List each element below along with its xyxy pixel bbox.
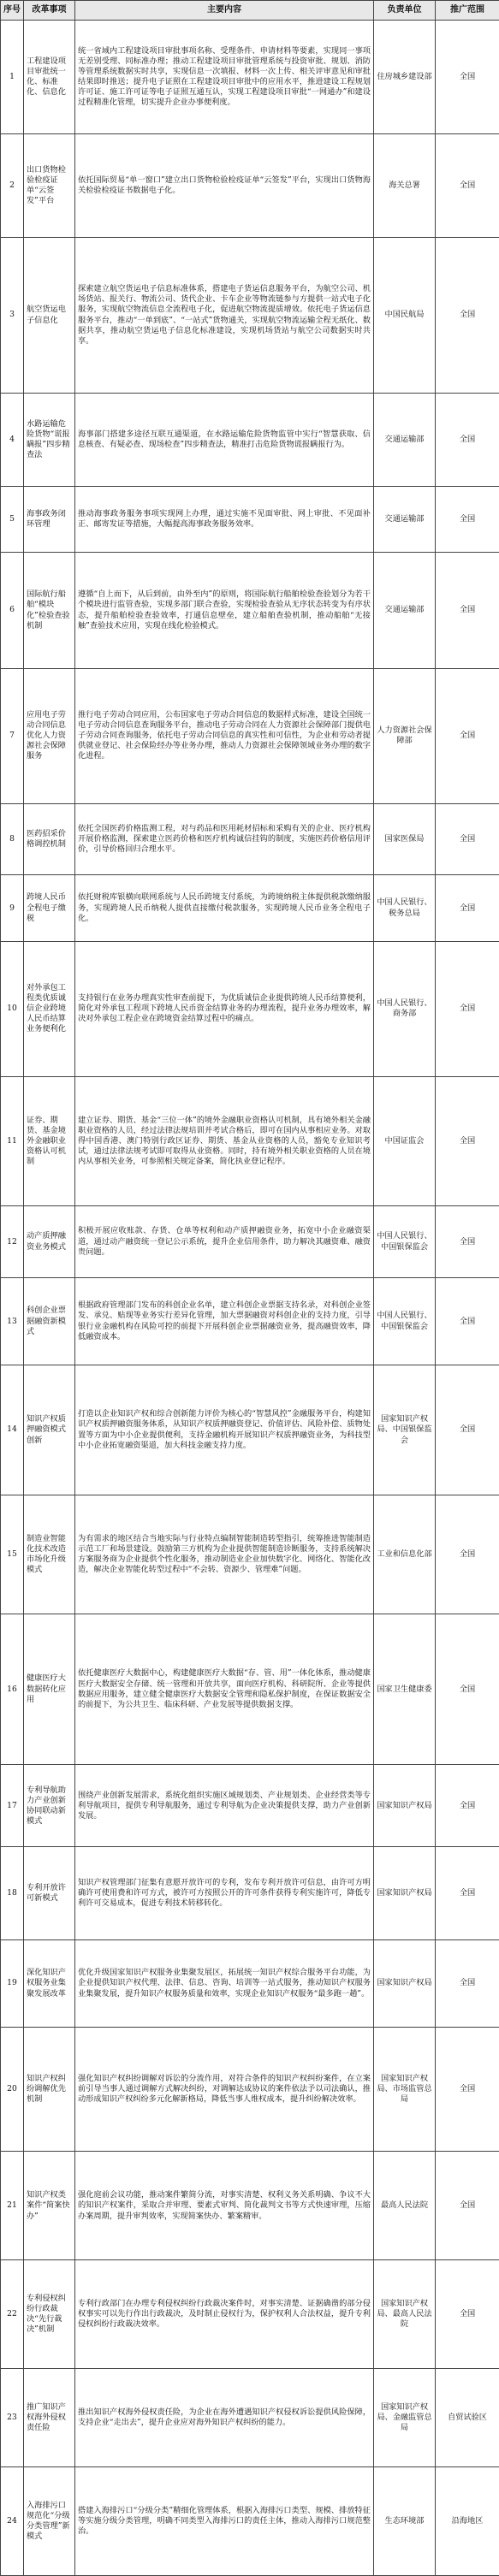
reform-item: 跨境人民币全程电子缴税 <box>24 875 75 942</box>
table-row <box>1 2152 499 2260</box>
table-row <box>1 941 499 1076</box>
reform-item: 工程建设项目审批统一化、标准化、信息化 <box>24 21 75 134</box>
row-number: 21 <box>1 2152 24 2260</box>
reform-item: 专利导航助力产业创新协同联动新模式 <box>24 1765 75 1847</box>
promotion-scope: 全国 <box>436 2152 499 2260</box>
reform-item: 航空货运电子信息化 <box>24 237 75 393</box>
reform-item: 专利开放许可新模式 <box>24 1847 75 1939</box>
promotion-scope: 全国 <box>436 1614 499 1765</box>
responsible-unit: 交通运输部 <box>374 486 436 553</box>
main-content: 优化升级国家知识产权服务业集聚发展区，拓展统一知识产权综合服务平台功能，为企业提供知识产权代理、法律、信息、咨询、培训等一站式服务，推动知识产权服务业集聚发展，提升知识产权服务质量和效率，实现企业知识产权服务“最多跑一趟”。 <box>75 1939 374 2027</box>
responsible-unit: 最高人民法院 <box>374 2152 436 2260</box>
table-header <box>1 1 499 21</box>
promotion-scope: 全国 <box>436 1277 499 1365</box>
reform-item: 制造业智能化技术改造市场化升级模式 <box>24 1495 75 1614</box>
main-content: 围绕产业创新发展需求，系统化组织实施区域规划类、产业规划类、企业经营类等专利导航项目，提供专利导航服务，通过专利导航为企业决策提供支撑，助力产业创新发展。 <box>75 1765 374 1847</box>
row-number: 11 <box>1 1076 24 1206</box>
row-number: 7 <box>1 668 24 803</box>
promotion-scope: 沿海地区 <box>436 2466 499 2575</box>
reform-item: 对外承包工程类优质诚信企业跨境人民币结算业务便利化 <box>24 941 75 1076</box>
main-content: 推出知识产权海外侵权责任险，为企业在海外遭遇知识产权侵权诉讼提供风险保障，支持企业“走出去”，提升企业应对海外知识产权纠纷的能力。 <box>75 2369 374 2467</box>
main-content: 统一省域内工程建设项目审批事项名称、受理条件、申请材料等要素，实现同一事项无差别受理、同标准办理；推动工程建设项目审批管理系统与投资审批、规划、消防等管理系统数据实时共享，实现信息一次填报、材料一次上传、相关评审意见和审批结果即时推送；提升电子证照在工程建设项目审批中的应用水平，推进建设工程规划许可证、施工许可证等电子证照互通互认，实现工程建设项目审批“一网通办”和建设过程精准化管理，切实提升企业办事便利度。 <box>75 21 374 134</box>
row-number: 10 <box>1 941 24 1076</box>
table-row <box>1 1277 499 1365</box>
reform-item: 医药招采价格调控机制 <box>24 803 75 875</box>
main-content: 积极开展应收账款、存货、仓单等权利和动产质押融资业务，拓宽中小企业融资渠道，通过动产融资统一登记公示系统，提升企业信用条件，助力解决其融资难、融资贵问题。 <box>75 1206 374 1278</box>
row-number: 3 <box>1 237 24 393</box>
row-number: 5 <box>1 486 24 553</box>
reform-item: 证券、期货、基金境外金融职业资格认可机制 <box>24 1076 75 1206</box>
reform-item: 健康医疗大数据转化应用 <box>24 1614 75 1765</box>
table-row <box>1 2466 499 2575</box>
table-row <box>1 2260 499 2369</box>
promotion-scope: 全国 <box>436 21 499 134</box>
table-row <box>1 2028 499 2152</box>
row-number: 9 <box>1 875 24 942</box>
row-number: 14 <box>1 1365 24 1495</box>
promotion-scope: 全国 <box>436 134 499 238</box>
main-content: 知识产权管理部门征集有意愿开放许可的专利，发布专利开放许可信息，由许可方明确许可使用费和许可方式，被许可方按照公开的许可条件获得专利实施许可，降低专利许可交易成本，促进专利技术转移转化。 <box>75 1847 374 1939</box>
responsible-unit: 住房城乡建设部 <box>374 21 436 134</box>
reform-item: 海事政务闭环管理 <box>24 486 75 553</box>
main-content: 依托财税库银横向联网系统与人民币跨境支付系统，为跨境纳税主体提供税款缴纳服务，实现跨境人民币纳税人提供直接缴付税款服务，实现跨境人民币业务全程电子化。 <box>75 875 374 942</box>
table-row <box>1 875 499 942</box>
responsible-unit: 国家医保局 <box>374 803 436 875</box>
table-row <box>1 394 499 486</box>
table-row <box>1 1614 499 1765</box>
promotion-scope: 全国 <box>436 2028 499 2152</box>
main-content: 依托国际贸易“单一窗口”建立出口货物检验检疫证单“云签发”平台，实现出口货物海关检验检疫证书数据电子化。 <box>75 134 374 238</box>
promotion-scope: 全国 <box>436 875 499 942</box>
main-content: 根据政府管理部门发布的科创企业名单，建立科创企业票据支持名录，对科创企业签发、承兑、贴现等业务实行差异化管理，加大票据融资对科创企业的支持力度，引导银行业金融机构在风险可控的前提下开展科创企业票据融资业务，提高融资效率，降低融资成本。 <box>75 1277 374 1365</box>
row-number: 16 <box>1 1614 24 1765</box>
main-content: 推动海事政务服务事项实现网上办理，通过实施不见面审批、网上审批、不见面补正、邮寄发证等措施，大幅提高海事政务服务效率。 <box>75 486 374 553</box>
row-number: 19 <box>1 1939 24 2027</box>
row-number: 20 <box>1 2028 24 2152</box>
table-row <box>1 1365 499 1495</box>
header-scope: 推广范围 <box>436 1 499 21</box>
table-row <box>1 1076 499 1206</box>
promotion-scope: 全国 <box>436 1939 499 2027</box>
main-content: 打造以企业知识产权和综合创新能力评价为核心的“智慧风控”金融服务平台，构建知识产权质押融资服务体系，从知识产权质押融资登记、价值评估、风险补偿、质物处置等方面为中小企业提供便利，支持金融机构开展知识产权质押融资业务，为科技型中小企业拓宽融资渠道，加大科技金融支持力度。 <box>75 1365 374 1495</box>
promotion-scope: 全国 <box>436 553 499 669</box>
responsible-unit: 交通运输部 <box>374 394 436 486</box>
responsible-unit: 国家知识产权局 <box>374 1765 436 1847</box>
promotion-scope: 全国 <box>436 1495 499 1614</box>
responsible-unit: 国家知识产权局 <box>374 1847 436 1939</box>
header-content: 主要内容 <box>75 1 374 21</box>
header-no: 序号 <box>1 1 24 21</box>
responsible-unit: 中国人民银行、商务部 <box>374 941 436 1076</box>
main-content: 支持银行在业务办理真实性审查前提下，为优质诚信企业提供跨境人民币结算便利，简化对外承包工程项下跨境人民币资金结算业务的办理流程，提升业务办理效率，解决对外承包工程企业在跨境资金结算过程中的痛点。 <box>75 941 374 1076</box>
promotion-scope: 全国 <box>436 1765 499 1847</box>
main-content: 强化知识产权纠纷调解对诉讼的分流作用，对符合条件的知识产权纠纷案件，在立案前引导当事人通过调解方式解决纠纷，对调解达成协议的案件依法予以司法确认，推动形成知识产权纠纷多元化解新格局，降低当事人维权成本，提升纠纷解决效率。 <box>75 2028 374 2152</box>
reform-item: 深化知识产权服务业集聚发展改革 <box>24 1939 75 2027</box>
reform-item: 应用电子劳动合同信息优化人力资源社会保障服务 <box>24 668 75 803</box>
row-number: 17 <box>1 1765 24 1847</box>
reform-item: 推广知识产权海外侵权责任险 <box>24 2369 75 2467</box>
main-content: 遵循“自上而下，从后到前，由外至内”的原则，将国际航行船舶检验查验划分为若干个模块进行监管查验，实现多部门联合查验，实现检验查验从无序状态转变为有序状态，提升船舶检验查验效率，打通信息壁垒，建立船舶查验机制，推动船舶“无接触”查验技术应用，实现在线化检验模式。 <box>75 553 374 669</box>
reform-item: 入海排污口规范化“分级分类管理”新模式 <box>24 2466 75 2575</box>
main-content: 搭建入海排污口“分级分类”精细化管理体系，根据入海排污口类型、规模、排放特征等实施分级分类管理，明确不同类型入海排污口的责任主体，推动入海排污口规范整治。 <box>75 2466 374 2575</box>
responsible-unit: 海关总署 <box>374 134 436 238</box>
promotion-scope: 全国 <box>436 1847 499 1939</box>
reform-item: 国际航行船舶“模块化”检验查验机制 <box>24 553 75 669</box>
main-content: 海事部门搭建多途径互联互通渠道，在水路运输危险货物监管中实行“智慧获取、信息核查、有疑必查、现场检查”四步精查法，精准打击危险货物谎报瞒报行为。 <box>75 394 374 486</box>
row-number: 13 <box>1 1277 24 1365</box>
responsible-unit: 国家知识产权局、最高人民法院 <box>374 2260 436 2369</box>
responsible-unit: 国家卫生健康委 <box>374 1614 436 1765</box>
main-content: 强化庭前会议功能，推动案件繁简分流，对事实清楚、权利义务关系明确、争议不大的知识产权案件，采取合并审理、要素式审判、简化裁判文书等方式快速审理，压缩办案周期，提升审判效率，实现简案快办、繁案精审。 <box>75 2152 374 2260</box>
row-number: 2 <box>1 134 24 238</box>
table-row <box>1 134 499 238</box>
table-row <box>1 1765 499 1847</box>
responsible-unit: 国家知识产权局、金融监管总局 <box>374 2369 436 2467</box>
responsible-unit: 国家知识产权局 <box>374 1939 436 2027</box>
promotion-scope: 全国 <box>436 394 499 486</box>
reform-item: 动产质押融资业务模式 <box>24 1206 75 1278</box>
main-content: 建立证券、期货、基金“三位一体”的境外金融职业资格认可机制，具有境外相关金融职业资格的人员，经过法律法规培训并考试合格后，即可在国内从事相应业务。对取得中国香港、澳门特别行政区证券、期货、基金从业资格的人员，豁免专业知识考试，通过法律法规考试即可取得从业资格。同时，持有境外相关职业资格的人员在境内从事相关业务，可参照相关规定备案，简化执业登记程序。 <box>75 1076 374 1206</box>
promotion-scope: 全国 <box>436 668 499 803</box>
table-row <box>1 803 499 875</box>
responsible-unit: 中国人民银行、中国银保监会 <box>374 1206 436 1278</box>
table-row <box>1 668 499 803</box>
promotion-scope: 全国 <box>436 2260 499 2369</box>
reform-item: 知识产权类案件“简案快办” <box>24 2152 75 2260</box>
table-row <box>1 1206 499 1278</box>
reform-item: 科创企业票据融资新模式 <box>24 1277 75 1365</box>
promotion-scope: 全国 <box>436 486 499 553</box>
table-body <box>1 21 499 2576</box>
promotion-scope: 自贸试验区 <box>436 2369 499 2467</box>
row-number: 12 <box>1 1206 24 1278</box>
table-row <box>1 553 499 669</box>
responsible-unit: 工业和信息化部 <box>374 1495 436 1614</box>
header-unit: 负责单位 <box>374 1 436 21</box>
row-number: 15 <box>1 1495 24 1614</box>
promotion-scope: 全国 <box>436 1206 499 1278</box>
reform-item: 出口货物检验检疫证单“云签发”平台 <box>24 134 75 238</box>
responsible-unit: 国家知识产权局、中国银保监会 <box>374 1365 436 1495</box>
main-content: 推行电子劳动合同应用，公布国家电子劳动合同信息的数据样式标准，建设全国统一电子劳动合同信息查询服务平台，推动电子劳动合同在人力资源社会保障部门提供电子劳动合同查询服务，依托电子劳动合同信息的真实性和可信性，为企业和劳动者提供就业登记、社会保险经办等业务办理，推动人力资源社会保障领域业务办理的数字化进程。 <box>75 668 374 803</box>
table-row <box>1 237 499 393</box>
main-content: 依托全国医药价格监测工程，对与药品和医用耗材招标和采购有关的企业、医疗机构开展价格监测，探索建立医药价格和医疗机构诚信挂钩的制度，实施医药价格信用评价，引导价格回归合理水平。 <box>75 803 374 875</box>
table-row <box>1 486 499 553</box>
reform-item: 知识产权质押融资模式创新 <box>24 1365 75 1495</box>
responsible-unit: 中国人民银行、税务总局 <box>374 875 436 942</box>
row-number: 6 <box>1 553 24 669</box>
promotion-scope: 全国 <box>436 941 499 1076</box>
reform-item: 水路运输危险货物“谎报瞒报”四步精查法 <box>24 394 75 486</box>
promotion-scope: 全国 <box>436 237 499 393</box>
table-header-row <box>1 1 499 21</box>
row-number: 4 <box>1 394 24 486</box>
table-row <box>1 2369 499 2467</box>
responsible-unit: 交通运输部 <box>374 553 436 669</box>
table-row <box>1 21 499 134</box>
promotion-scope: 全国 <box>436 1365 499 1495</box>
responsible-unit: 人力资源社会保障部 <box>374 668 436 803</box>
responsible-unit: 中国民航局 <box>374 237 436 393</box>
promotion-scope: 全国 <box>436 1076 499 1206</box>
row-number: 8 <box>1 803 24 875</box>
row-number: 23 <box>1 2369 24 2467</box>
row-number: 24 <box>1 2466 24 2575</box>
row-number: 1 <box>1 21 24 134</box>
promotion-scope: 全国 <box>436 803 499 875</box>
responsible-unit: 中国人民银行、中国银保监会 <box>374 1277 436 1365</box>
row-number: 22 <box>1 2260 24 2369</box>
responsible-unit: 中国证监会 <box>374 1076 436 1206</box>
header-item: 改革事项 <box>24 1 75 21</box>
responsible-unit: 生态环境部 <box>374 2466 436 2575</box>
reform-item: 专利侵权纠纷行政裁决“先行裁决”机制 <box>24 2260 75 2369</box>
main-content: 为有需求的地区结合当地实际与行业特点编制智能制造转型指引，统筹推进智能制造示范工厂和场景建设。鼓励第三方机构为企业提供智能制造诊断服务，支持系统解决方案服务商为企业提供个性化服务，推动制造业企业加快数字化、网络化、智能化改造，解决企业智能化转型过程中“不会转、资源少、管理难”问题。 <box>75 1495 374 1614</box>
responsible-unit: 国家知识产权局、市场监管总局 <box>374 2028 436 2152</box>
table-row <box>1 1495 499 1614</box>
row-number: 18 <box>1 1847 24 1939</box>
main-content: 专利行政部门在办理专利侵权纠纷行政裁决案件时，对事实清楚、证据确凿的部分侵权事实可以先行作出行政裁决，及时制止侵权行为，保护权利人合法权益，提升专利侵权纠纷行政裁决效率。 <box>75 2260 374 2369</box>
main-content: 依托健康医疗大数据中心，构建健康医疗大数据“存、管、用”一体化体系，推动健康医疗大数据安全存储、统一管理和开放共享，面向医疗机构、科研院所、企业等提供数据应用服务，建立健全健康医疗大数据安全管理和隐私保护制度，在保证数据安全的前提下，为公共卫生、临床科研、产业发展等提供数据支撑。 <box>75 1614 374 1765</box>
table-row <box>1 1847 499 1939</box>
reform-item: 知识产权纠纷调解优先机制 <box>24 2028 75 2152</box>
main-content: 探索建立航空货运电子信息标准体系，搭建电子货运信息服务平台，为航空公司、机场货站、报关行、物流公司、货代企业、卡车企业等物流链参与方提供一站式电子化服务，实现航空物流信息全流程电子化，促进航空物流提质增效。依托电子货运信息服务平台，推动“一单到底”、“一站式”货物通关，实现航空物流运输全程无纸化、数据共享，推动航空货运电子信息化标准建设，实现机场货站与航空公司数据实时共享。 <box>75 237 374 393</box>
table-row <box>1 1939 499 2027</box>
